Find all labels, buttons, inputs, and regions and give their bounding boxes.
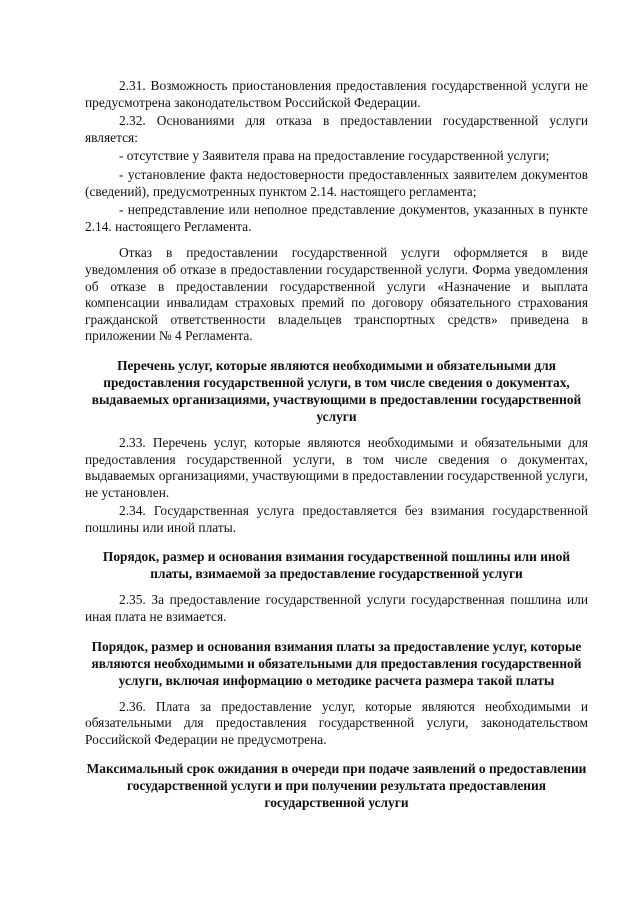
paragraph-2-36: 2.36. Плата за предоставление услуг, которые являются необходимыми и обязательными для предоставления государственной услуги, законодательством Российской Федерации не предусмотрена. — [85, 698, 588, 747]
section-heading: Максимальный срок ожидания в очереди при подаче заявлений о предоставлении государственной услуги и при получении результата предоставления государственной услуги — [86, 761, 587, 811]
paragraph-2-35: 2.35. За предоставление государственной услуги государственная пошлина или иная плата не взимается. — [85, 592, 588, 625]
paragraph-2-33: 2.33. Перечень услуг, которые являются необходимыми и обязательными для предоставления государственной услуги, в том числе сведения о документах, выдаваемых организациями, участвующими в предоставлении государственной услуги, не установлен. — [85, 434, 588, 500]
section-heading: Перечень услуг, которые являются необходимыми и обязательными для предоставления государственной услуги, в том числе сведения о документах, выдаваемых организациями, участвующими в предоставлении государственной услуги — [91, 357, 582, 424]
paragraph-2-32: 2.32. Основаниями для отказа в предоставлении государственной услуги является: — [85, 113, 588, 145]
section-heading: Порядок, размер и основания взимания государственной пошлины или иной платы, взимаемой за предоставление государственной услуги — [102, 549, 571, 582]
paragraph-refusal: Отказ в предоставлении государственной услуги оформляется в виде уведомления об отказе в предоставлении государственной услуги. Форма уведомления об отказе в предоставлении государственной услуги «Назначение и выплата компенсации инвалидам страховых премий по договору обязательного страхования гражданской ответственности владельцев транспортных средств» приведена в приложении № 4 Регламента. — [85, 245, 588, 344]
paragraph-2-31: 2.31. Возможность приостановления предоставления государственной услуги не предусмотрена законодательством Российской Федерации. — [85, 78, 588, 110]
paragraph-2-34: 2.34. Государственная услуга предоставляется без взимания государственной пошлины или иной платы. — [85, 503, 588, 535]
section-heading: Порядок, размер и основания взимания платы за предоставление услуг, которые являются необходимыми и обязательными для предоставления государственной услуги, включая информацию о методике расчета размера такой платы — [91, 638, 582, 688]
list-item: - установление факта недостоверности предоставленных заявителем документов (сведений), предусмотренных пунктом 2.14. настоящего регламента; — [85, 166, 588, 199]
list-item: - отсутствие у Заявителя права на предоставление государственной услуги; — [119, 148, 550, 164]
list-item: - непредставление или неполное представление документов, указанных в пункте 2.14. настоящего Регламента. — [85, 202, 588, 234]
